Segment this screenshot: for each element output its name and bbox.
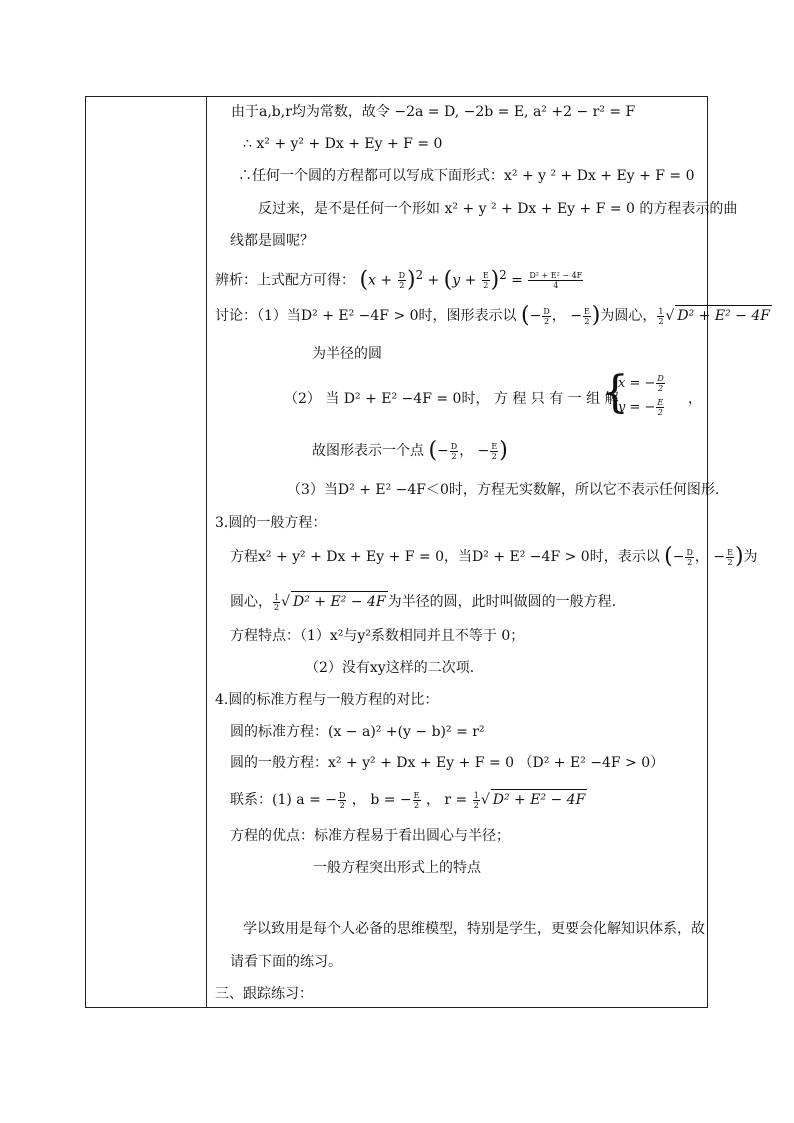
analysis-label: 辨析：上式配方可得：: [215, 272, 355, 289]
analysis-line: 辨析：上式配方可得： (x + $\frac{D}{2}$ )$^2$ + (y + $\frac{E}{2}$ )$^2$ = $\frac{\text{D² + E² − 4F}}{4}$: [215, 267, 583, 293]
system-x: x = − $\frac{D}{2}$: [618, 374, 664, 393]
feature-line-1: 方程特点：（1）x²与y²系数相同并且不等于 0；: [230, 628, 525, 644]
column-divider: [206, 97, 207, 1007]
text-line-3: ∴任何一个圆的方程都可以写成下面形式：x² + y ² + Dx + Ey + F = 0: [238, 168, 695, 184]
tail-comma: ，: [688, 391, 702, 407]
text-line-1: 由于a,b,r均为常数，故令 −2a = D, −2b = E, a² +2 − r² = F: [231, 104, 636, 120]
text-line-4: 反过来，是不是任何一个形如 x² + y ² + Dx + Ey + F = 0 的方程表示的曲: [258, 201, 738, 217]
text-line-5: 线都是圆呢？: [230, 233, 314, 249]
left-brace: {: [601, 367, 629, 418]
relation-line: 联系：(1) a = − $\frac{D}{2}$ ， b = − $\frac{E}{2}$ ， r = $\frac{1}{2}$ √ D² + E² − 4F: [230, 790, 586, 810]
section-4-heading: 4.圆的标准方程与一般方程的对比：: [215, 692, 439, 708]
paragraph-line-2: 请看下面的练习。: [230, 954, 342, 970]
section-3-practice-heading: 三、跟踪练习：: [215, 986, 313, 1002]
feature-line-2: （2）没有xy这样的二次项.: [305, 660, 475, 676]
rhs-fraction: $\frac{\text{D² + E² − 4F}}{4}$: [529, 271, 583, 291]
text-line-2: ∴ x² + y² + Dx + Ey + F = 0: [243, 136, 443, 152]
discussion-line-1: 讨论：（1）当D² + E² −4F > 0时，图形表示以 (− $\frac{D}{2}$ ， − $\frac{E}{2}$ )为圆心， $\frac{1}{2}$ √ D² + E² − 4F: [215, 303, 770, 328]
general-equation-line: 方程x² + y² + Dx + Ey + F = 0，当D² + E² −4F > 0时，表示以 (− $\frac{D}{2}$ ， − $\frac{E}{2}$ )为: [230, 544, 758, 569]
advantage-line-2: 一般方程突出形式上的特点: [313, 860, 481, 876]
text-line-8: 为半径的圆: [312, 346, 382, 362]
standard-equation-line: 圆的标准方程：(x − a)² +(y − b)² = r²: [230, 724, 485, 740]
paragraph-line-1: 学以致用是每个人必备的思维模型，特别是学生，更要会化解知识体系，故: [243, 921, 705, 937]
e-over-2: $\frac{E}{2}$: [482, 271, 489, 291]
d-over-2: $\frac{D}{2}$: [398, 271, 406, 291]
advantage-line-1: 方程的优点：标准方程易于看出圆心与半径；: [230, 828, 510, 844]
discussion-point-line: 故图形表示一个点 (− $\frac{D}{2}$ ， − $\frac{E}{2}$ ): [312, 438, 508, 463]
discussion-line-2: （2） 当 D² + E² −4F = 0时， 方 程 只 有 一 组 解: [284, 391, 619, 407]
section-3-heading: 3.圆的一般方程：: [215, 515, 327, 531]
general-equation-compare-line: 圆的一般方程：x² + y² + Dx + Ey + F = 0 （D² + E² −4F > 0）: [230, 755, 665, 771]
text-line-11: （3）当D² + E² −4F＜0时，方程无实数解，所以它不表示任何图形.: [287, 482, 720, 498]
system-y: y = − $\frac{E}{2}$: [618, 398, 664, 417]
general-radius-line: 圆心， $\frac{1}{2}$ √ D² + E² − 4F 为半径的圆，此时叫做圆的一般方程.: [230, 592, 617, 612]
